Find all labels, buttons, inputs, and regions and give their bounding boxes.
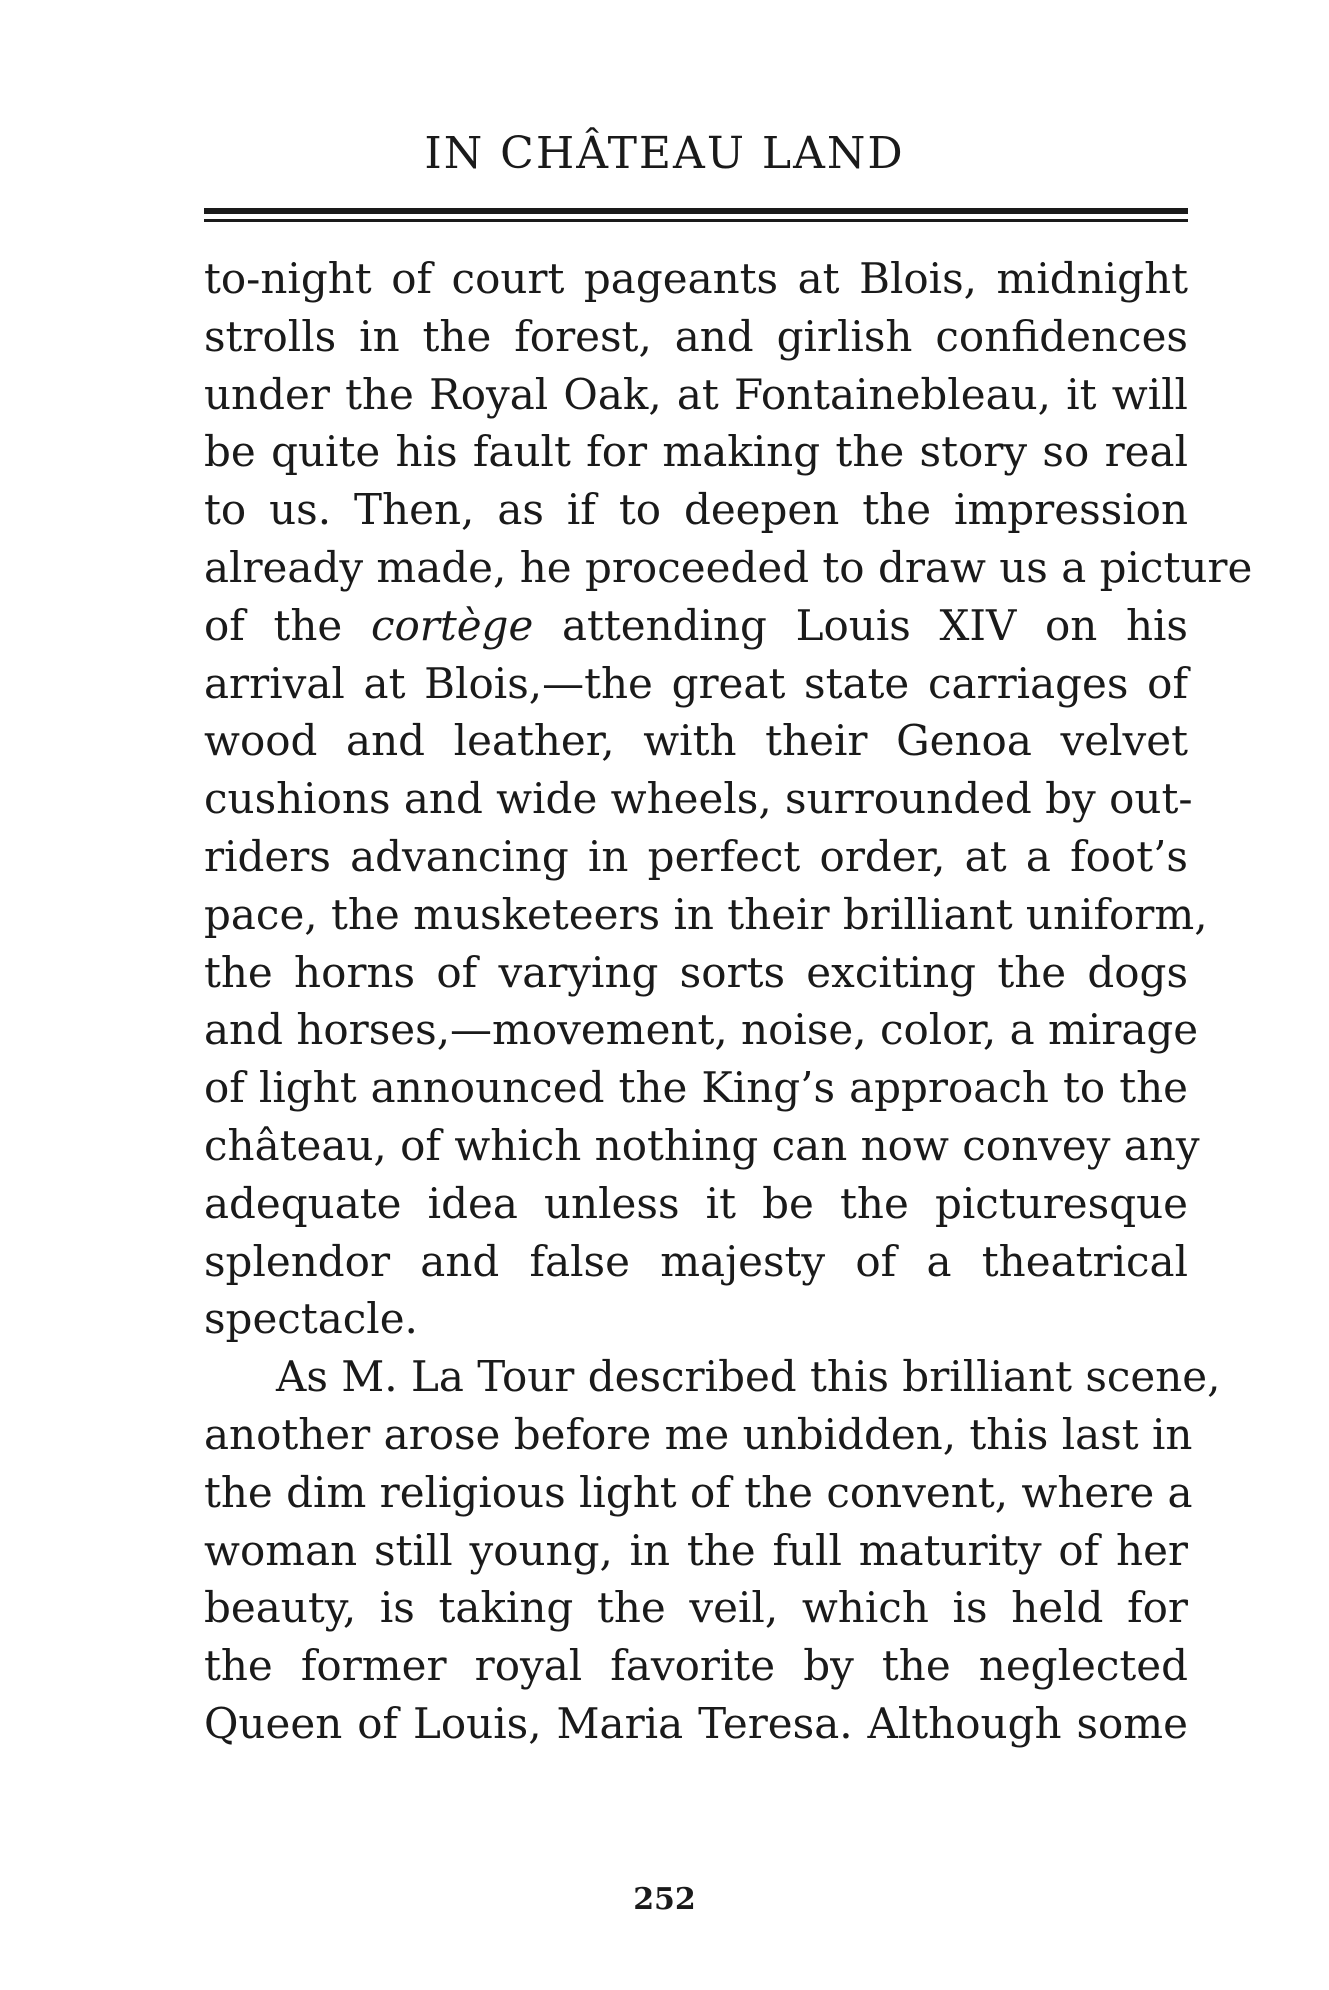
- text-line: the dim religious light of the convent, where a: [204, 1467, 1193, 1517]
- text-line: wood and leather, with their Genoa velvet: [204, 716, 1188, 766]
- text-line: and horses,—movement, noise, color, a mirage: [204, 1005, 1199, 1055]
- text-line: pace, the musketeers in their brilliant uniform,: [204, 889, 1208, 939]
- text-line: of light announced the King’s approach to the: [204, 1063, 1188, 1113]
- page-number: 252: [633, 1882, 696, 1917]
- text-line: Queen of Louis, Maria Teresa. Although some: [204, 1698, 1188, 1748]
- text-line: beauty, is taking the veil, which is held for: [204, 1583, 1188, 1633]
- text-line: another arose before me unbidden, this last in: [204, 1409, 1193, 1459]
- running-header: IN CHÂTEAU LAND: [424, 128, 905, 179]
- text-line: splendor and false majesty of a theatrical: [204, 1236, 1188, 1286]
- text-line: to-night of court pageants at Blois, midnight: [204, 254, 1188, 303]
- text-line: arrival at Blois,—the great state carriages of: [204, 658, 1188, 708]
- text-line: strolls in the forest, and girlish confidences: [204, 311, 1188, 361]
- paragraph-start-line: As M. La Tour described this brilliant scene,: [276, 1352, 1221, 1402]
- text-line: woman still young, in the full maturity of her: [204, 1525, 1188, 1575]
- text-line: be quite his fault for making the story so real: [204, 427, 1188, 477]
- italic-word: cortège: [370, 600, 534, 650]
- text-line: château, of which nothing can now convey any: [204, 1120, 1200, 1170]
- text-line: cushions and wide wheels, surrounded by out-: [204, 774, 1193, 824]
- text-line: riders advancing in perfect order, at a foot’s: [204, 831, 1188, 881]
- body-text: [204, 250, 1253, 1753]
- header-rule-thin: [204, 219, 1188, 222]
- text-line: to us. Then, as if to deepen the impression: [204, 485, 1188, 535]
- header-rule-thick: [204, 208, 1188, 214]
- paragraph-end-line: spectacle.: [204, 1294, 418, 1344]
- text-line: adequate idea unless it be the picturesque: [204, 1178, 1188, 1228]
- text-line: already made, he proceeded to draw us a picture: [204, 542, 1253, 592]
- text-line: of the cortège attending Louis XIV on his: [204, 600, 1188, 650]
- text-line: under the Royal Oak, at Fontainebleau, it will: [204, 369, 1188, 419]
- text-line: the horns of varying sorts exciting the dogs: [204, 947, 1188, 997]
- text-line: the former royal favorite by the neglected: [204, 1641, 1188, 1691]
